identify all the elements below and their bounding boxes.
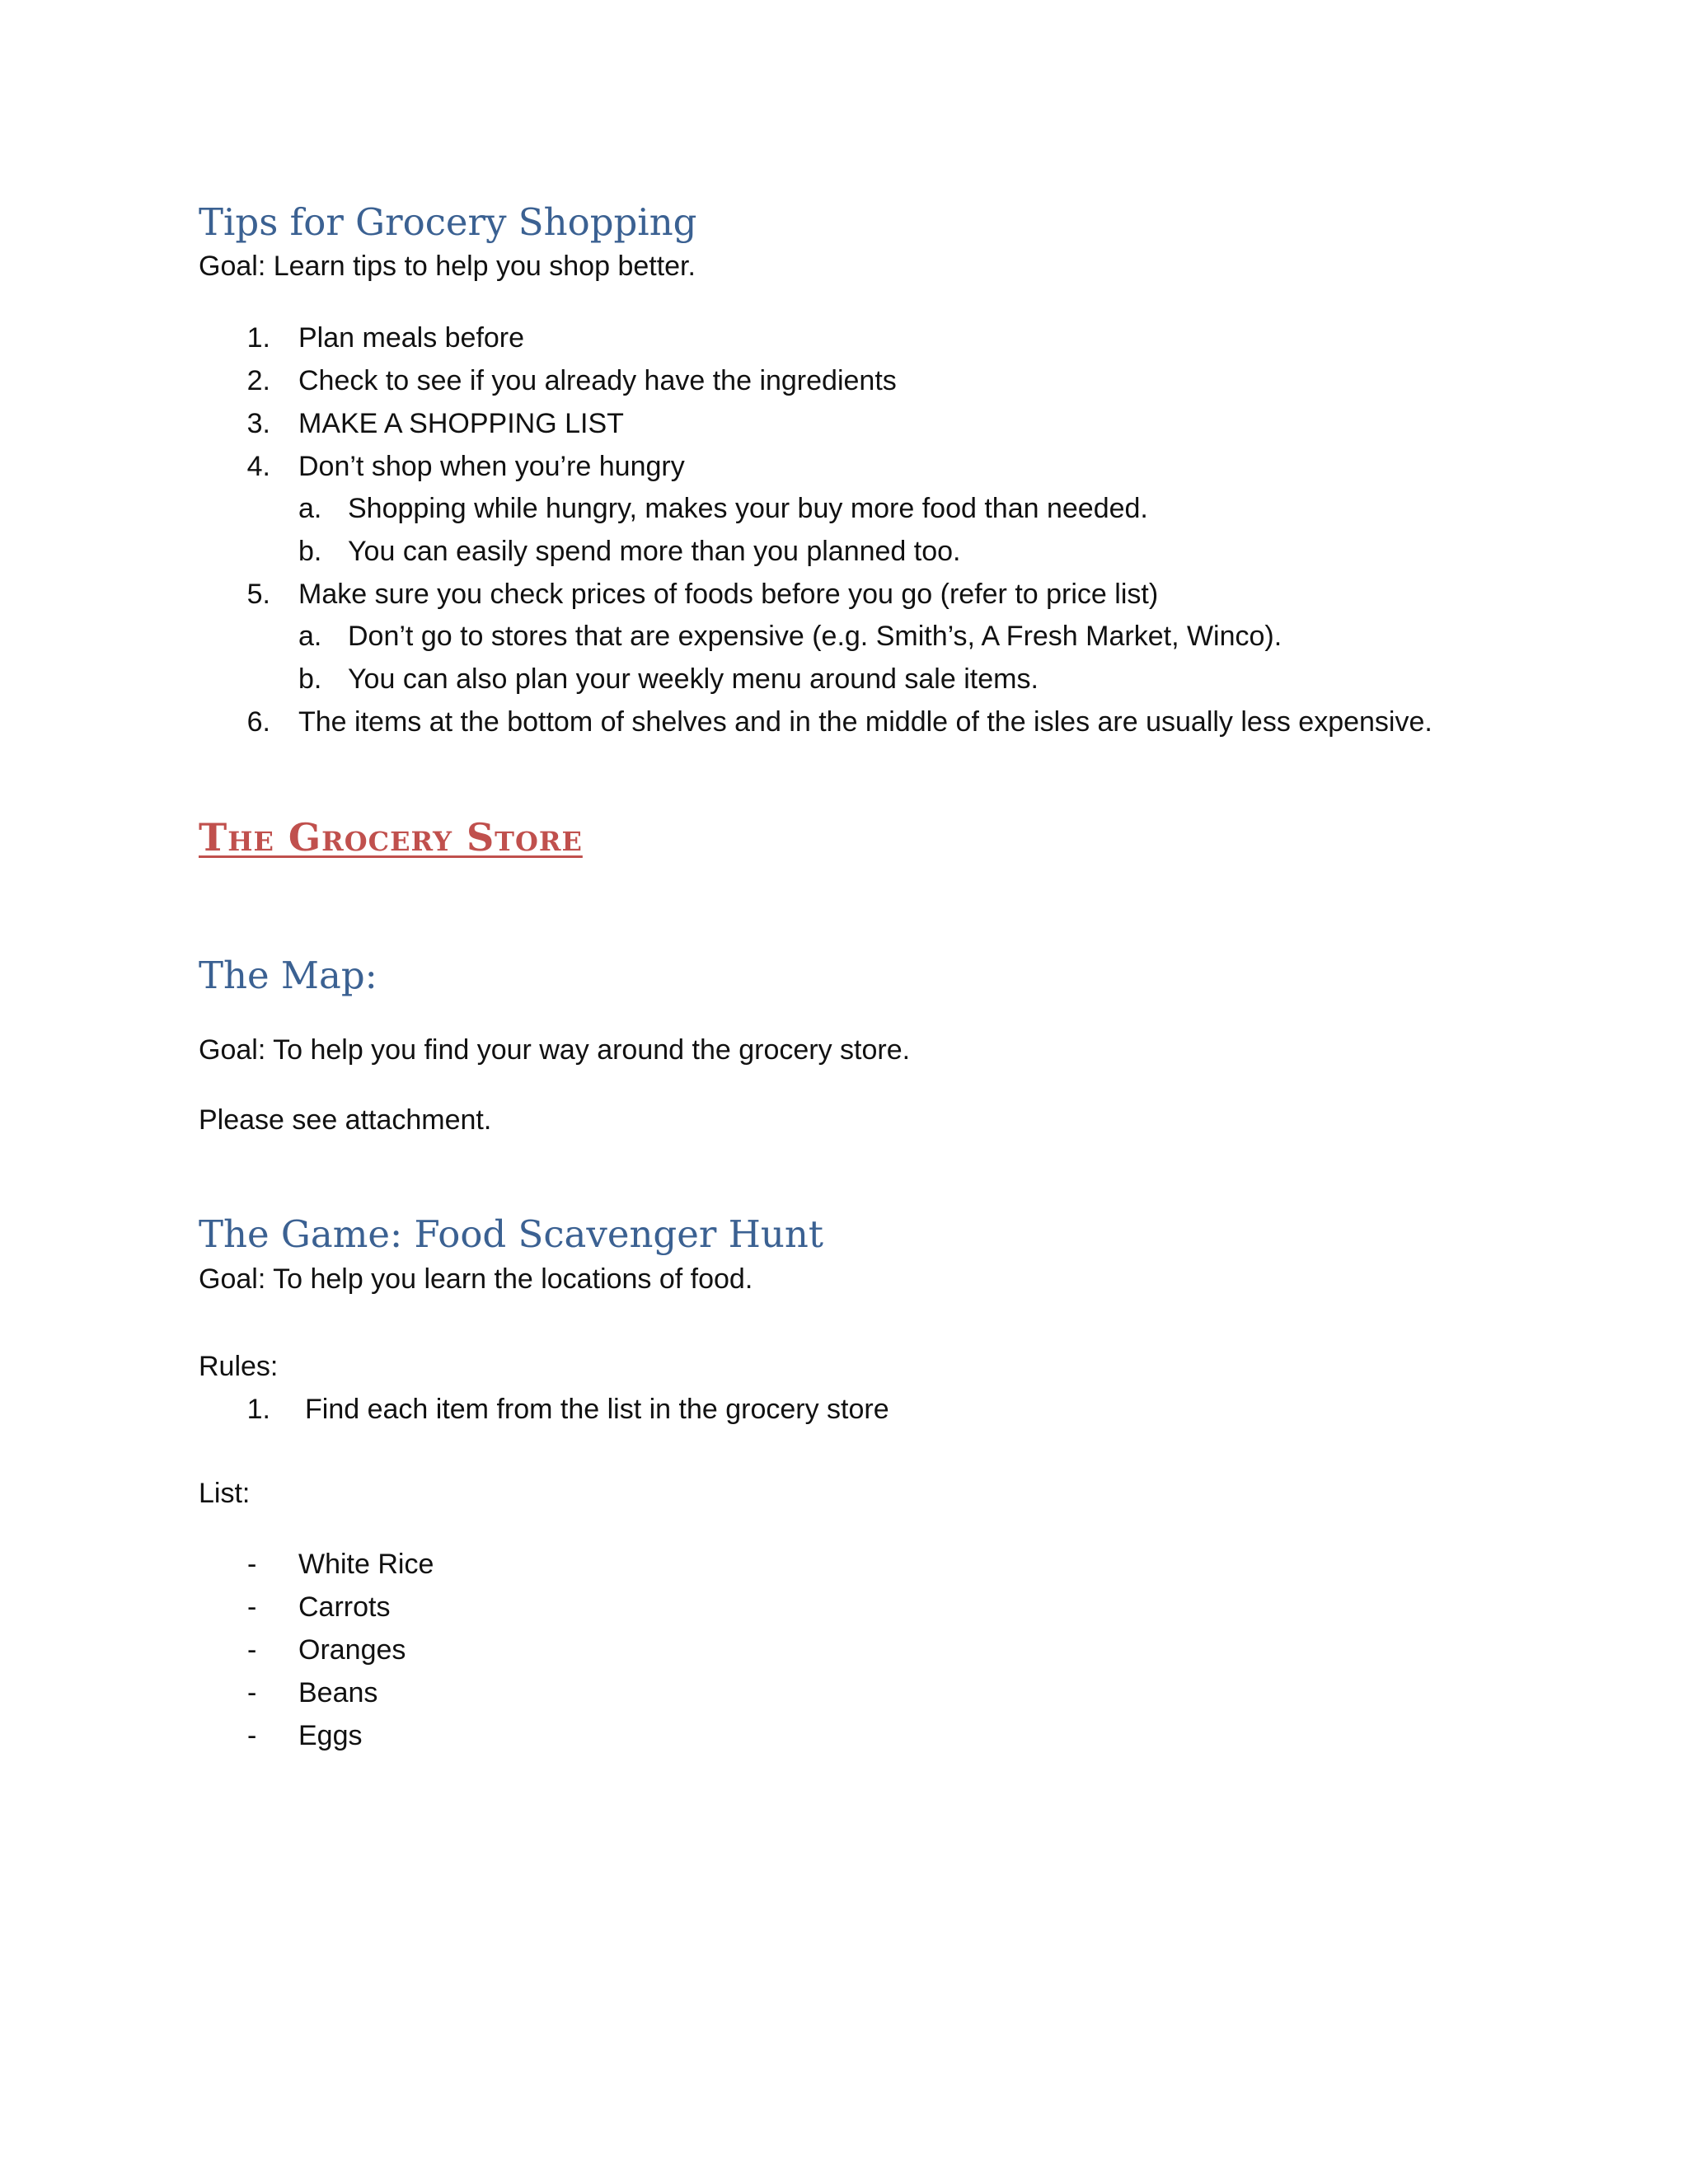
list-item-number: 2.	[246, 365, 270, 396]
list-item-number: 3.	[246, 408, 270, 439]
list-item: Beans	[298, 1677, 378, 1708]
list-item: Check to see if you already have the ingredients	[298, 365, 897, 396]
list-item-number: 5.	[246, 579, 270, 610]
list-item: Oranges	[298, 1634, 406, 1666]
list-item: Carrots	[298, 1591, 391, 1623]
sub-item-letter: b.	[298, 663, 322, 695]
list-item-number: 6.	[246, 706, 270, 738]
sub-item-letter: a.	[298, 621, 322, 652]
rule-number: 1.	[246, 1394, 270, 1425]
sub-list-item: You can also plan your weekly menu around sale items.	[348, 663, 1039, 695]
list-bullet: -	[247, 1591, 257, 1623]
list-bullet: -	[247, 1677, 257, 1708]
tips-goal: Goal: Learn tips to help you shop better.	[199, 251, 696, 282]
rules-label: Rules:	[199, 1351, 279, 1382]
list-item-number: 4.	[246, 451, 270, 482]
map-note: Please see attachment.	[199, 1104, 492, 1136]
sub-list-item: Don’t go to stores that are expensive (e.g. Smith’s, A Fresh Market, Winco).	[348, 621, 1282, 652]
sub-list-item: Shopping while hungry, makes your buy more food than needed.	[348, 493, 1148, 524]
list-item: Eggs	[298, 1720, 363, 1751]
list-item: Make sure you check prices of foods before you go (refer to price list)	[298, 579, 1159, 610]
store-title: The Grocery Store	[199, 815, 583, 860]
list-item: Plan meals before	[298, 322, 525, 354]
sub-item-letter: a.	[298, 493, 322, 524]
list-item: Don’t shop when you’re hungry	[298, 451, 685, 482]
list-label: List:	[199, 1478, 251, 1509]
rule-item: Find each item from the list in the grocery store	[305, 1394, 889, 1425]
sub-list-item: You can easily spend more than you planned too.	[348, 536, 961, 567]
list-item-number: 1.	[246, 322, 270, 354]
list-item: MAKE A SHOPPING LIST	[298, 408, 624, 439]
tips-heading: Tips for Grocery Shopping	[199, 200, 697, 244]
list-bullet: -	[247, 1634, 257, 1666]
map-goal: Goal: To help you find your way around the grocery store.	[199, 1034, 911, 1066]
sub-item-letter: b.	[298, 536, 322, 567]
map-heading: The Map:	[199, 954, 377, 997]
game-goal: Goal: To help you learn the locations of food.	[199, 1263, 753, 1295]
list-item: White Rice	[298, 1549, 434, 1580]
list-bullet: -	[247, 1549, 257, 1580]
list-bullet: -	[247, 1720, 257, 1751]
game-heading: The Game: Food Scavenger Hunt	[199, 1212, 823, 1256]
list-item: The items at the bottom of shelves and in the middle of the isles are usually less expensive.	[298, 706, 1432, 738]
